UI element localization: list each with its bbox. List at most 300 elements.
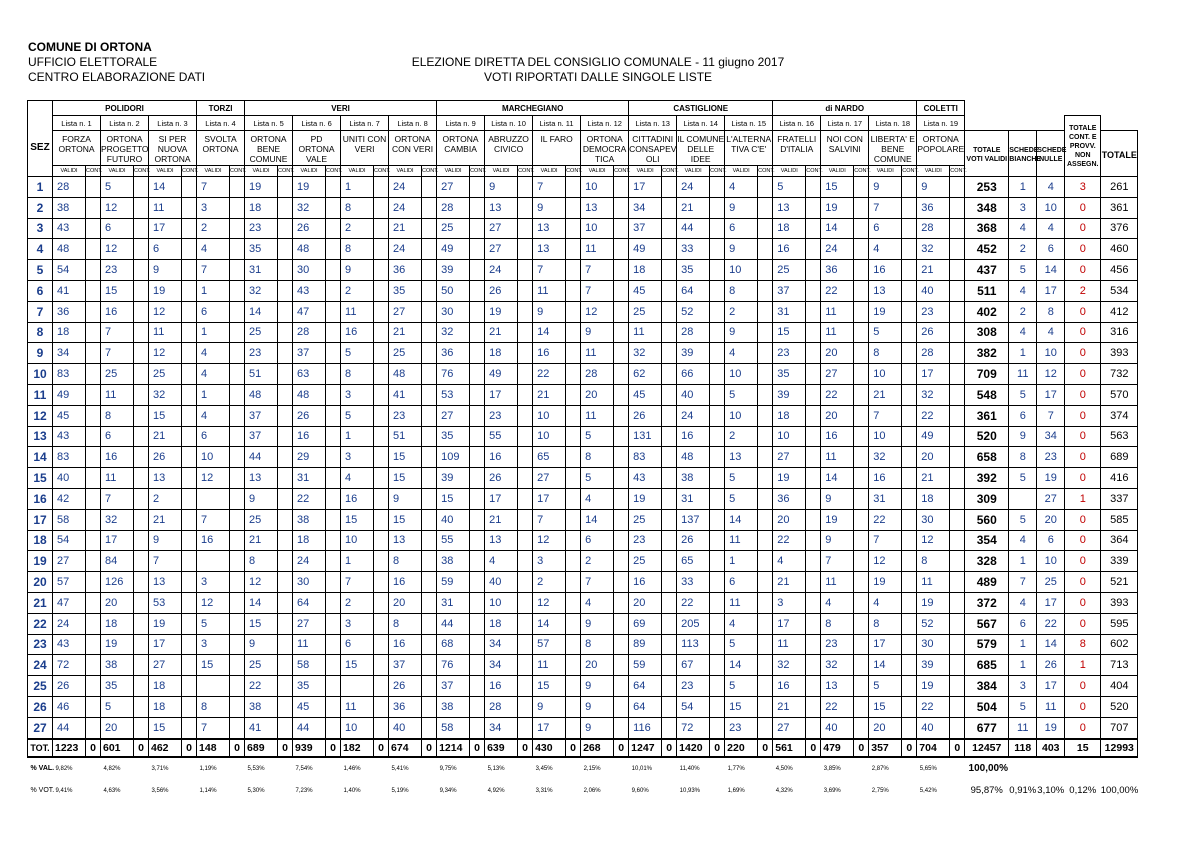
voters-pct-row <box>28 780 1138 802</box>
list-votes: 15 <box>149 717 182 738</box>
contested-votes <box>278 468 293 489</box>
contested-votes <box>566 717 581 738</box>
contested-votes <box>470 447 485 468</box>
vot-pct: 7,23% <box>295 787 313 794</box>
sezione-number: 17 <box>28 509 53 530</box>
contested-votes <box>614 509 629 530</box>
unassigned-contested: 0 <box>1065 509 1101 530</box>
validi-label: VALIDI <box>917 166 950 177</box>
list-votes: 8 <box>341 197 374 218</box>
list-votes: 28 <box>485 696 518 717</box>
list-votes: 19 <box>485 301 518 322</box>
contested-votes <box>470 634 485 655</box>
list-votes: 15 <box>773 322 806 343</box>
contested-votes <box>470 426 485 447</box>
list-votes: 16 <box>389 634 422 655</box>
contested-votes <box>278 634 293 655</box>
cont-total: 0 <box>902 739 917 757</box>
list-votes: 28 <box>53 177 86 198</box>
total-valid-votes: 677 <box>965 717 1009 738</box>
contested-votes <box>278 322 293 343</box>
summary-total: 12993 <box>1101 739 1138 757</box>
list-votes: 3 <box>533 551 566 572</box>
contested-votes <box>710 655 725 676</box>
table-row <box>28 572 1138 593</box>
section-total: 689 <box>1101 447 1138 468</box>
contested-votes <box>134 655 149 676</box>
contested-votes <box>278 655 293 676</box>
contested-votes <box>86 634 101 655</box>
cont-label: CONT. <box>662 166 677 177</box>
sezione-number: 4 <box>28 239 53 260</box>
list-votes: 41 <box>245 717 278 738</box>
null-ballots: 10 <box>1037 197 1065 218</box>
contested-votes <box>854 260 869 281</box>
list-votes: 76 <box>437 364 470 385</box>
list-votes: 4 <box>773 551 806 572</box>
list-votes: 19 <box>101 634 134 655</box>
blank-ballots: 7 <box>1009 572 1037 593</box>
pct-spacer <box>710 780 725 802</box>
contested-votes <box>902 280 917 301</box>
cont-label: CONT. <box>470 166 485 177</box>
list-votes: 23 <box>917 301 950 322</box>
contested-votes <box>854 384 869 405</box>
contested-votes <box>326 343 341 364</box>
list-votes: 21 <box>677 197 710 218</box>
contested-votes <box>422 384 437 405</box>
section-total: 393 <box>1101 592 1138 613</box>
contested-votes <box>662 322 677 343</box>
list-votes: 16 <box>197 530 230 551</box>
pct-spacer <box>1009 757 1037 780</box>
pct-spacer <box>614 757 629 780</box>
contested-votes <box>470 509 485 530</box>
list-votes: 32 <box>101 509 134 530</box>
unassigned-contested: 0 <box>1065 572 1101 593</box>
total-valid-votes: 384 <box>965 676 1009 697</box>
list-votes: 20 <box>581 655 614 676</box>
list-votes: 10 <box>197 447 230 468</box>
list-votes: 35 <box>245 239 278 260</box>
list-votes: 16 <box>293 426 326 447</box>
contested-votes <box>518 197 533 218</box>
list-votes: 4 <box>197 343 230 364</box>
null-ballots: 14 <box>1037 260 1065 281</box>
contested-votes <box>614 426 629 447</box>
list-votes: 39 <box>437 468 470 489</box>
contested-votes <box>326 655 341 676</box>
list-votes: 18 <box>245 197 278 218</box>
contested-votes <box>86 717 101 738</box>
list-votes: 32 <box>917 384 950 405</box>
total-valid-votes: 361 <box>965 405 1009 426</box>
contested-votes <box>374 218 389 239</box>
contested-votes <box>566 634 581 655</box>
unassigned-contested: 8 <box>1065 634 1101 655</box>
list-votes: 20 <box>101 592 134 613</box>
contested-votes <box>806 447 821 468</box>
list-total: 462 <box>149 739 182 757</box>
table-row <box>28 696 1138 717</box>
list-votes: 25 <box>245 655 278 676</box>
list-votes: 40 <box>917 280 950 301</box>
contested-votes <box>662 405 677 426</box>
contested-votes <box>758 343 773 364</box>
contested-votes <box>518 177 533 198</box>
list-votes: 21 <box>485 509 518 530</box>
list-votes: 35 <box>101 676 134 697</box>
contested-votes <box>134 717 149 738</box>
contested-votes <box>710 634 725 655</box>
val-pct-total: 100,00% <box>968 763 1008 775</box>
list-votes: 38 <box>437 551 470 572</box>
list-votes: 11 <box>533 655 566 676</box>
list-votes: 11 <box>149 322 182 343</box>
list-votes: 16 <box>773 676 806 697</box>
list-votes: 26 <box>917 322 950 343</box>
list-votes: 9 <box>245 488 278 509</box>
contested-votes <box>518 572 533 593</box>
null-ballots: 6 <box>1037 530 1065 551</box>
section-total: 412 <box>1101 301 1138 322</box>
contested-votes <box>230 405 245 426</box>
list-votes: 19 <box>149 280 182 301</box>
list-votes: 49 <box>53 384 86 405</box>
cont-label: CONT. <box>518 166 533 177</box>
list-votes: 2 <box>725 426 758 447</box>
contested-votes <box>278 676 293 697</box>
list-votes: 31 <box>773 301 806 322</box>
list-name: IL FARO <box>533 131 581 166</box>
contested-votes <box>470 405 485 426</box>
contested-votes <box>566 426 581 447</box>
contested-votes <box>950 717 965 738</box>
sezione-number: 14 <box>28 447 53 468</box>
section-total: 393 <box>1101 343 1138 364</box>
table-row <box>28 634 1138 655</box>
vot-pct: 9,60% <box>631 787 649 794</box>
list-name: LIBERTA' E BENE COMUNE <box>869 131 917 166</box>
list-votes: 30 <box>917 634 950 655</box>
contested-votes <box>662 384 677 405</box>
total-valid-votes: 504 <box>965 696 1009 717</box>
contested-votes <box>86 197 101 218</box>
list-votes: 15 <box>725 696 758 717</box>
list-total: 220 <box>725 739 758 757</box>
list-votes: 7 <box>869 530 902 551</box>
cont-total: 0 <box>854 739 869 757</box>
section-total: 585 <box>1101 509 1138 530</box>
null-ballots: 7 <box>1037 405 1065 426</box>
list-votes: 53 <box>149 592 182 613</box>
contested-votes <box>950 592 965 613</box>
list-votes: 5 <box>725 384 758 405</box>
list-votes: 5 <box>773 177 806 198</box>
list-votes: 13 <box>245 468 278 489</box>
contested-votes <box>614 384 629 405</box>
list-votes: 18 <box>629 260 662 281</box>
section-total: 374 <box>1101 405 1138 426</box>
blank-ballots: 2 <box>1009 301 1037 322</box>
section-total: 261 <box>1101 177 1138 198</box>
validi-label: VALIDI <box>581 166 614 177</box>
list-votes: 27 <box>485 239 518 260</box>
list-votes: 23 <box>821 634 854 655</box>
contested-votes <box>470 301 485 322</box>
list-votes: 8 <box>389 613 422 634</box>
contested-votes <box>566 384 581 405</box>
contested-votes <box>182 634 197 655</box>
list-votes: 23 <box>101 260 134 281</box>
list-votes: 32 <box>821 655 854 676</box>
sezione-number: 15 <box>28 468 53 489</box>
contested-votes <box>854 177 869 198</box>
contested-votes <box>902 447 917 468</box>
contested-votes <box>134 551 149 572</box>
contested-votes <box>902 488 917 509</box>
contested-votes <box>518 696 533 717</box>
list-votes: 25 <box>629 301 662 322</box>
contested-votes <box>566 509 581 530</box>
list-votes: 9 <box>485 177 518 198</box>
contested-votes <box>566 655 581 676</box>
list-votes: 2 <box>197 218 230 239</box>
list-votes: 22 <box>869 509 902 530</box>
contested-votes <box>86 239 101 260</box>
list-votes: 10 <box>725 405 758 426</box>
list-votes: 31 <box>869 488 902 509</box>
list-votes: 6 <box>101 218 134 239</box>
vot-pct: 1,14% <box>199 787 217 794</box>
contested-votes <box>470 218 485 239</box>
list-number: Lista n. 3 <box>149 116 197 131</box>
blank-ballots: 5 <box>1009 384 1037 405</box>
contested-votes <box>902 592 917 613</box>
contested-votes <box>566 572 581 593</box>
list-votes: 16 <box>533 343 566 364</box>
list-votes: 19 <box>869 301 902 322</box>
list-votes: 6 <box>581 530 614 551</box>
contested-votes <box>326 676 341 697</box>
list-votes: 55 <box>437 530 470 551</box>
contested-votes <box>806 509 821 530</box>
contested-votes <box>566 468 581 489</box>
contested-votes <box>758 177 773 198</box>
contested-votes <box>950 509 965 530</box>
document-header <box>28 40 1178 90</box>
table-row <box>28 676 1138 697</box>
list-votes: 18 <box>485 613 518 634</box>
list-votes: 33 <box>677 239 710 260</box>
unassigned-contested: 0 <box>1065 384 1101 405</box>
contested-votes <box>902 322 917 343</box>
contested-votes <box>710 468 725 489</box>
list-votes: 3 <box>197 634 230 655</box>
list-votes: 40 <box>677 384 710 405</box>
contested-votes <box>278 551 293 572</box>
contested-votes <box>278 239 293 260</box>
contested-votes <box>374 301 389 322</box>
contested-votes <box>950 488 965 509</box>
table-row <box>28 717 1138 738</box>
sezione-number: 13 <box>28 426 53 447</box>
list-votes: 27 <box>437 405 470 426</box>
list-votes: 20 <box>869 717 902 738</box>
coalition-header: COLETTI <box>917 101 965 116</box>
list-name: ORTONA PROGETTO FUTURO <box>101 131 149 166</box>
list-votes: 26 <box>677 530 710 551</box>
list-votes: 54 <box>53 530 86 551</box>
list-votes: 28 <box>677 322 710 343</box>
contested-votes <box>902 260 917 281</box>
list-votes: 12 <box>149 343 182 364</box>
list-votes: 16 <box>773 239 806 260</box>
list-votes: 14 <box>245 592 278 613</box>
contested-votes <box>422 197 437 218</box>
contested-votes <box>614 572 629 593</box>
section-total: 534 <box>1101 280 1138 301</box>
results-table <box>27 100 1138 802</box>
blank-ballots: 4 <box>1009 592 1037 613</box>
list-votes: 27 <box>773 447 806 468</box>
list-votes: 9 <box>581 613 614 634</box>
contested-votes <box>662 447 677 468</box>
list-votes: 27 <box>149 655 182 676</box>
contested-votes <box>662 260 677 281</box>
contested-votes <box>422 634 437 655</box>
list-votes: 6 <box>149 239 182 260</box>
list-number: Lista n. 18 <box>869 116 917 131</box>
list-votes: 2 <box>341 218 374 239</box>
blank-ballots: 5 <box>1009 468 1037 489</box>
sezione-number: 10 <box>28 364 53 385</box>
list-votes: 76 <box>437 655 470 676</box>
list-votes: 64 <box>629 696 662 717</box>
contested-votes <box>326 239 341 260</box>
cont-label: CONT. <box>374 166 389 177</box>
list-votes: 48 <box>293 384 326 405</box>
contested-votes <box>518 260 533 281</box>
pct-spacer <box>1037 757 1065 780</box>
list-votes: 25 <box>437 218 470 239</box>
contested-votes <box>950 301 965 322</box>
contested-votes <box>86 676 101 697</box>
list-votes: 48 <box>53 239 86 260</box>
list-votes: 12 <box>581 301 614 322</box>
contested-votes <box>86 655 101 676</box>
contested-votes <box>566 239 581 260</box>
list-total: 674 <box>389 739 422 757</box>
list-votes: 54 <box>53 260 86 281</box>
contested-votes <box>326 384 341 405</box>
validi-label: VALIDI <box>677 166 710 177</box>
contested-votes <box>662 239 677 260</box>
contested-votes <box>854 447 869 468</box>
blank-ballots: 9 <box>1009 426 1037 447</box>
summary-spacer <box>965 116 1009 131</box>
contested-votes <box>230 260 245 281</box>
contested-votes <box>230 634 245 655</box>
contested-votes <box>230 592 245 613</box>
sezione-number: 1 <box>28 177 53 198</box>
empty-header-cell <box>28 101 53 116</box>
contested-votes <box>710 343 725 364</box>
contested-votes <box>662 197 677 218</box>
contested-votes <box>230 301 245 322</box>
list-votes: 72 <box>53 655 86 676</box>
validi-label: VALIDI <box>821 166 854 177</box>
contested-votes <box>614 676 629 697</box>
pct-spacer <box>326 757 341 780</box>
list-votes: 45 <box>629 384 662 405</box>
list-votes: 21 <box>149 509 182 530</box>
validi-label: VALIDI <box>101 166 134 177</box>
list-votes: 11 <box>101 384 134 405</box>
contested-votes <box>566 530 581 551</box>
list-votes: 49 <box>485 364 518 385</box>
list-votes: 36 <box>389 696 422 717</box>
contested-votes <box>374 322 389 343</box>
contested-votes <box>278 572 293 593</box>
contested-votes <box>182 177 197 198</box>
vot-pct-summary: 0,91% <box>1009 785 1037 797</box>
list-total: 182 <box>341 739 374 757</box>
list-votes: 22 <box>917 696 950 717</box>
table-row <box>28 239 1138 260</box>
contested-votes <box>134 592 149 613</box>
list-votes: 64 <box>629 676 662 697</box>
section-total: 713 <box>1101 655 1138 676</box>
list-votes: 36 <box>53 301 86 322</box>
cont-label: CONT. <box>710 166 725 177</box>
contested-votes <box>422 468 437 489</box>
contested-votes <box>662 655 677 676</box>
contested-votes <box>374 676 389 697</box>
contested-votes <box>230 177 245 198</box>
list-votes: 26 <box>293 218 326 239</box>
list-votes: 7 <box>101 488 134 509</box>
cont-label: CONT. <box>902 166 917 177</box>
contested-votes <box>758 405 773 426</box>
contested-votes <box>134 343 149 364</box>
val-pct: 4,50% <box>775 765 793 772</box>
pct-spacer <box>902 757 917 780</box>
contested-votes <box>518 301 533 322</box>
contested-votes <box>470 364 485 385</box>
contested-votes <box>518 488 533 509</box>
list-votes: 37 <box>245 405 278 426</box>
contested-votes <box>374 655 389 676</box>
list-votes: 57 <box>533 634 566 655</box>
table-row <box>28 613 1138 634</box>
contested-votes <box>710 405 725 426</box>
pct-spacer <box>230 757 245 780</box>
list-votes: 14 <box>821 218 854 239</box>
list-votes: 67 <box>677 655 710 676</box>
vot-pct: 5,19% <box>391 787 409 794</box>
section-total: 570 <box>1101 384 1138 405</box>
contested-votes <box>710 676 725 697</box>
list-votes: 15 <box>389 468 422 489</box>
list-votes: 29 <box>293 447 326 468</box>
list-votes: 4 <box>821 592 854 613</box>
vot-pct: 3,56% <box>151 787 169 794</box>
list-number: Lista n. 15 <box>725 116 773 131</box>
list-votes: 38 <box>677 468 710 489</box>
list-votes: 17 <box>533 488 566 509</box>
list-name: L'ALTERNA TIVA C'E' <box>725 131 773 166</box>
